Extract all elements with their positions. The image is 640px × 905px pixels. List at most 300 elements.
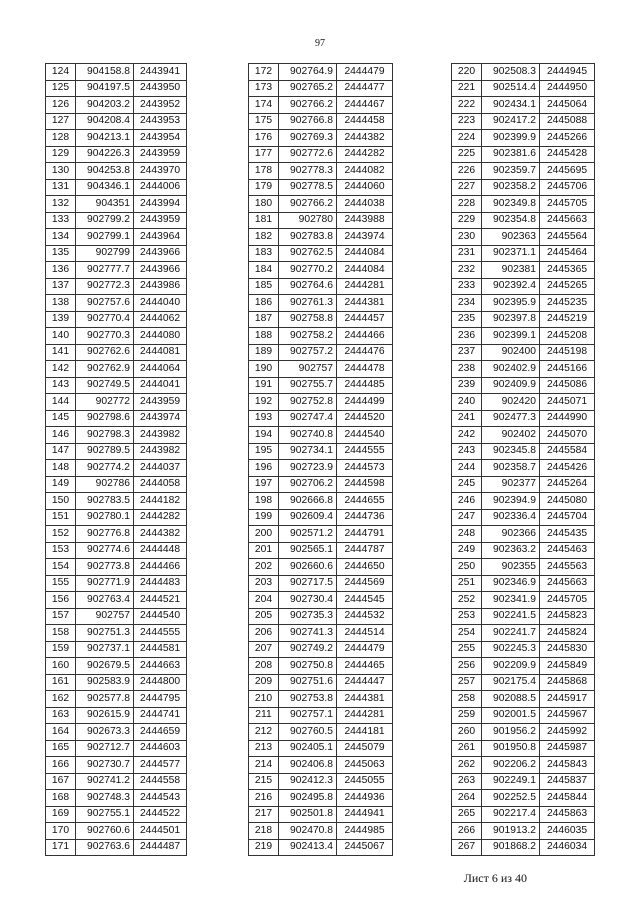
y-coordinate-cell: 2444659 [134, 724, 187, 741]
x-coordinate-cell: 902706.2 [279, 476, 337, 493]
x-coordinate-cell: 902609.4 [279, 509, 337, 526]
y-coordinate-cell: 2445426 [540, 460, 595, 477]
point-number-cell: 250 [452, 559, 482, 576]
table-row [46, 278, 187, 295]
point-number-cell: 263 [452, 773, 482, 790]
table-row [452, 344, 595, 361]
y-coordinate-cell: 2445079 [337, 740, 393, 757]
x-coordinate-cell: 902413.4 [279, 839, 337, 856]
y-coordinate-cell: 2444485 [337, 377, 393, 394]
y-coordinate-cell: 2444006 [134, 179, 187, 196]
point-number-cell: 195 [249, 443, 279, 460]
point-number-cell: 173 [249, 80, 279, 97]
y-coordinate-cell: 2444282 [134, 509, 187, 526]
x-coordinate-cell: 902402 [482, 427, 540, 444]
table-row [249, 410, 393, 427]
y-coordinate-cell: 2445584 [540, 443, 595, 460]
y-coordinate-cell: 2444795 [134, 691, 187, 708]
y-coordinate-cell: 2445235 [540, 295, 595, 312]
point-number-cell: 161 [46, 674, 76, 691]
x-coordinate-cell: 902772 [76, 394, 134, 411]
x-coordinate-cell: 902751.3 [76, 625, 134, 642]
point-number-cell: 248 [452, 526, 482, 543]
point-number-cell: 209 [249, 674, 279, 691]
point-number-cell: 128 [46, 130, 76, 147]
x-coordinate-cell: 902799.2 [76, 212, 134, 229]
x-coordinate-cell: 902773.8 [76, 559, 134, 576]
point-number-cell: 168 [46, 790, 76, 807]
x-coordinate-cell: 902747.4 [279, 410, 337, 427]
point-number-cell: 163 [46, 707, 76, 724]
y-coordinate-cell: 2443964 [134, 229, 187, 246]
x-coordinate-cell: 901950.8 [482, 740, 540, 757]
y-coordinate-cell: 2444540 [134, 608, 187, 625]
table-row [452, 773, 595, 790]
table-row [452, 592, 595, 609]
point-number-cell: 162 [46, 691, 76, 708]
x-coordinate-cell: 902717.5 [279, 575, 337, 592]
y-coordinate-cell: 2444598 [337, 476, 393, 493]
x-coordinate-cell: 902760.6 [76, 823, 134, 840]
point-number-cell: 186 [249, 295, 279, 312]
table-row [452, 493, 595, 510]
point-number-cell: 126 [46, 97, 76, 114]
point-number-cell: 150 [46, 493, 76, 510]
y-coordinate-cell: 2444520 [337, 410, 393, 427]
table-row [46, 625, 187, 642]
point-number-cell: 171 [46, 839, 76, 856]
point-number-cell: 206 [249, 625, 279, 642]
x-coordinate-cell: 902354.8 [482, 212, 540, 229]
table-row [249, 707, 393, 724]
x-coordinate-cell: 902741.3 [279, 625, 337, 642]
y-coordinate-cell: 2444448 [134, 542, 187, 559]
point-number-cell: 265 [452, 806, 482, 823]
y-coordinate-cell: 2445844 [540, 790, 595, 807]
x-coordinate-cell: 902679.5 [76, 658, 134, 675]
point-number-cell: 193 [249, 410, 279, 427]
table-row [46, 823, 187, 840]
point-number-cell: 134 [46, 229, 76, 246]
table-row [452, 130, 595, 147]
x-coordinate-cell: 902723.9 [279, 460, 337, 477]
table-row [249, 526, 393, 543]
table-row [249, 361, 393, 378]
y-coordinate-cell: 2445055 [337, 773, 393, 790]
x-coordinate-cell: 902206.2 [482, 757, 540, 774]
y-coordinate-cell: 2445063 [337, 757, 393, 774]
table-row [452, 278, 595, 295]
table-row [452, 641, 595, 658]
point-number-cell: 205 [249, 608, 279, 625]
y-coordinate-cell: 2444479 [337, 641, 393, 658]
table-row [249, 493, 393, 510]
x-coordinate-cell: 902755.7 [279, 377, 337, 394]
table-row [249, 608, 393, 625]
x-coordinate-cell: 902377 [482, 476, 540, 493]
table-row [249, 229, 393, 246]
point-number-cell: 204 [249, 592, 279, 609]
x-coordinate-cell: 902765.2 [279, 80, 337, 97]
y-coordinate-cell: 2444181 [337, 724, 393, 741]
table-row [452, 179, 595, 196]
point-number-cell: 217 [249, 806, 279, 823]
y-coordinate-cell: 2444282 [337, 146, 393, 163]
point-number-cell: 178 [249, 163, 279, 180]
table-row [249, 460, 393, 477]
x-coordinate-cell: 902799.1 [76, 229, 134, 246]
point-number-cell: 194 [249, 427, 279, 444]
point-number-cell: 240 [452, 394, 482, 411]
x-coordinate-cell: 902397.8 [482, 311, 540, 328]
point-number-cell: 140 [46, 328, 76, 345]
x-coordinate-cell: 902766.8 [279, 113, 337, 130]
x-coordinate-cell: 902583.9 [76, 674, 134, 691]
point-number-cell: 214 [249, 757, 279, 774]
x-coordinate-cell: 902771.9 [76, 575, 134, 592]
y-coordinate-cell: 2444084 [337, 262, 393, 279]
y-coordinate-cell: 2444945 [540, 64, 595, 81]
point-number-cell: 166 [46, 757, 76, 774]
point-number-cell: 177 [249, 146, 279, 163]
y-coordinate-cell: 2444663 [134, 658, 187, 675]
x-coordinate-cell: 902758.2 [279, 328, 337, 345]
x-coordinate-cell: 902786 [76, 476, 134, 493]
y-coordinate-cell: 2446034 [540, 839, 595, 856]
x-coordinate-cell: 902088.5 [482, 691, 540, 708]
table-row [452, 790, 595, 807]
table-row [452, 806, 595, 823]
table-row [46, 179, 187, 196]
x-coordinate-cell: 902764.6 [279, 278, 337, 295]
table-row [452, 262, 595, 279]
table-row [46, 773, 187, 790]
y-coordinate-cell: 2444573 [337, 460, 393, 477]
point-number-cell: 201 [249, 542, 279, 559]
x-coordinate-cell: 902358.2 [482, 179, 540, 196]
point-number-cell: 259 [452, 707, 482, 724]
x-coordinate-cell: 904346.1 [76, 179, 134, 196]
y-coordinate-cell: 2444655 [337, 493, 393, 510]
point-number-cell: 146 [46, 427, 76, 444]
x-coordinate-cell: 902730.7 [76, 757, 134, 774]
point-number-cell: 242 [452, 427, 482, 444]
table-row [249, 163, 393, 180]
x-coordinate-cell: 904197.5 [76, 80, 134, 97]
point-number-cell: 223 [452, 113, 482, 130]
y-coordinate-cell: 2444064 [134, 361, 187, 378]
table-row [452, 163, 595, 180]
x-coordinate-cell: 904208.4 [76, 113, 134, 130]
x-coordinate-cell: 902783.5 [76, 493, 134, 510]
point-number-cell: 225 [452, 146, 482, 163]
y-coordinate-cell: 2445868 [540, 674, 595, 691]
table-row [46, 724, 187, 741]
table-row [452, 97, 595, 114]
table-row [452, 608, 595, 625]
sheet-footer: Лист 6 из 40 [463, 871, 527, 885]
x-coordinate-cell: 902777.7 [76, 262, 134, 279]
point-number-cell: 238 [452, 361, 482, 378]
y-coordinate-cell: 2444800 [134, 674, 187, 691]
y-coordinate-cell: 2444457 [337, 311, 393, 328]
x-coordinate-cell: 902778.3 [279, 163, 337, 180]
x-coordinate-cell: 902395.9 [482, 295, 540, 312]
y-coordinate-cell: 2444080 [134, 328, 187, 345]
point-number-cell: 267 [452, 839, 482, 856]
x-coordinate-cell: 902341.9 [482, 592, 540, 609]
point-number-cell: 176 [249, 130, 279, 147]
x-coordinate-cell: 902217.4 [482, 806, 540, 823]
y-coordinate-cell: 2444476 [337, 344, 393, 361]
coordinate-table-1 [45, 63, 187, 856]
point-number-cell: 137 [46, 278, 76, 295]
point-number-cell: 196 [249, 460, 279, 477]
table-row [249, 790, 393, 807]
y-coordinate-cell: 2444382 [134, 526, 187, 543]
point-number-cell: 183 [249, 245, 279, 262]
y-coordinate-cell: 2444990 [540, 410, 595, 427]
x-coordinate-cell: 902209.9 [482, 658, 540, 675]
y-coordinate-cell: 2443953 [134, 113, 187, 130]
table-row [46, 443, 187, 460]
table-row [452, 839, 595, 856]
y-coordinate-cell: 2445564 [540, 229, 595, 246]
table-row [46, 757, 187, 774]
y-coordinate-cell: 2444499 [337, 394, 393, 411]
y-coordinate-cell: 2445265 [540, 278, 595, 295]
table-row [249, 773, 393, 790]
point-number-cell: 228 [452, 196, 482, 213]
y-coordinate-cell: 2445987 [540, 740, 595, 757]
x-coordinate-cell: 902774.6 [76, 542, 134, 559]
x-coordinate-cell: 902780 [279, 212, 337, 229]
point-number-cell: 237 [452, 344, 482, 361]
point-number-cell: 127 [46, 113, 76, 130]
x-coordinate-cell: 902757.2 [279, 344, 337, 361]
x-coordinate-cell: 902412.3 [279, 773, 337, 790]
y-coordinate-cell: 2444569 [337, 575, 393, 592]
table-row [46, 460, 187, 477]
point-number-cell: 229 [452, 212, 482, 229]
point-number-cell: 175 [249, 113, 279, 130]
y-coordinate-cell: 2444532 [337, 608, 393, 625]
table-row [46, 410, 187, 427]
y-coordinate-cell: 2444650 [337, 559, 393, 576]
table-row [249, 443, 393, 460]
x-coordinate-cell: 902402.9 [482, 361, 540, 378]
y-coordinate-cell: 2445435 [540, 526, 595, 543]
point-number-cell: 222 [452, 97, 482, 114]
y-coordinate-cell: 2443982 [134, 443, 187, 460]
x-coordinate-cell: 902406.8 [279, 757, 337, 774]
y-coordinate-cell: 2443982 [134, 427, 187, 444]
y-coordinate-cell: 2444985 [337, 823, 393, 840]
y-coordinate-cell: 2444084 [337, 245, 393, 262]
x-coordinate-cell: 902358.7 [482, 460, 540, 477]
point-number-cell: 130 [46, 163, 76, 180]
table-row [249, 592, 393, 609]
x-coordinate-cell: 902514.4 [482, 80, 540, 97]
y-coordinate-cell: 2445080 [540, 493, 595, 510]
table-row [249, 674, 393, 691]
table-row [452, 509, 595, 526]
table-row [46, 130, 187, 147]
point-number-cell: 159 [46, 641, 76, 658]
point-number-cell: 144 [46, 394, 76, 411]
y-coordinate-cell: 2445071 [540, 394, 595, 411]
point-number-cell: 256 [452, 658, 482, 675]
point-number-cell: 208 [249, 658, 279, 675]
x-coordinate-cell: 902434.1 [482, 97, 540, 114]
point-number-cell: 226 [452, 163, 482, 180]
point-number-cell: 215 [249, 773, 279, 790]
table-row [249, 130, 393, 147]
x-coordinate-cell: 902399.9 [482, 130, 540, 147]
table-row [249, 113, 393, 130]
table-row [249, 559, 393, 576]
point-number-cell: 230 [452, 229, 482, 246]
x-coordinate-cell: 902740.8 [279, 427, 337, 444]
y-coordinate-cell: 2444487 [134, 839, 187, 856]
x-coordinate-cell: 902660.6 [279, 559, 337, 576]
point-number-cell: 136 [46, 262, 76, 279]
table-row [249, 823, 393, 840]
x-coordinate-cell: 902712.7 [76, 740, 134, 757]
table-row [46, 394, 187, 411]
point-number-cell: 190 [249, 361, 279, 378]
y-coordinate-cell: 2445365 [540, 262, 595, 279]
table-row [46, 493, 187, 510]
table-row [249, 146, 393, 163]
table-row [46, 113, 187, 130]
y-coordinate-cell: 2444478 [337, 361, 393, 378]
point-number-cell: 251 [452, 575, 482, 592]
x-coordinate-cell: 902734.1 [279, 443, 337, 460]
table-row [452, 658, 595, 675]
table-row [249, 476, 393, 493]
coordinate-table-3 [451, 63, 595, 856]
x-coordinate-cell: 904158.8 [76, 64, 134, 81]
table-row [46, 80, 187, 97]
y-coordinate-cell: 2443959 [134, 394, 187, 411]
x-coordinate-cell: 902565.1 [279, 542, 337, 559]
x-coordinate-cell: 902366 [482, 526, 540, 543]
y-coordinate-cell: 2443941 [134, 64, 187, 81]
table-row [249, 328, 393, 345]
x-coordinate-cell: 902766.2 [279, 196, 337, 213]
y-coordinate-cell: 2445992 [540, 724, 595, 741]
page-number: 97 [315, 38, 325, 49]
point-number-cell: 151 [46, 509, 76, 526]
table-row [46, 427, 187, 444]
y-coordinate-cell: 2444514 [337, 625, 393, 642]
table-row [249, 262, 393, 279]
table-row [452, 328, 595, 345]
x-coordinate-cell: 902345.8 [482, 443, 540, 460]
x-coordinate-cell: 904213.1 [76, 130, 134, 147]
x-coordinate-cell: 902763.6 [76, 839, 134, 856]
y-coordinate-cell: 2444741 [134, 707, 187, 724]
x-coordinate-cell: 902577.8 [76, 691, 134, 708]
table-row [46, 641, 187, 658]
table-row [249, 394, 393, 411]
table-row [46, 262, 187, 279]
point-number-cell: 218 [249, 823, 279, 840]
y-coordinate-cell: 2443974 [337, 229, 393, 246]
point-number-cell: 129 [46, 146, 76, 163]
point-number-cell: 135 [46, 245, 76, 262]
x-coordinate-cell: 902359.7 [482, 163, 540, 180]
y-coordinate-cell: 2445705 [540, 196, 595, 213]
point-number-cell: 247 [452, 509, 482, 526]
table-row [46, 196, 187, 213]
x-coordinate-cell: 902757.6 [76, 295, 134, 312]
x-coordinate-cell: 902349.8 [482, 196, 540, 213]
x-coordinate-cell: 902761.3 [279, 295, 337, 312]
y-coordinate-cell: 2443966 [134, 245, 187, 262]
point-number-cell: 164 [46, 724, 76, 741]
x-coordinate-cell: 902409.9 [482, 377, 540, 394]
table-row [46, 146, 187, 163]
table-row [452, 64, 595, 81]
y-coordinate-cell: 2445837 [540, 773, 595, 790]
y-coordinate-cell: 2444950 [540, 80, 595, 97]
point-number-cell: 179 [249, 179, 279, 196]
y-coordinate-cell: 2444603 [134, 740, 187, 757]
x-coordinate-cell: 902780.1 [76, 509, 134, 526]
y-coordinate-cell: 2444555 [337, 443, 393, 460]
x-coordinate-cell: 902420 [482, 394, 540, 411]
point-number-cell: 257 [452, 674, 482, 691]
y-coordinate-cell: 2443966 [134, 262, 187, 279]
y-coordinate-cell: 2444381 [337, 691, 393, 708]
x-coordinate-cell: 902346.9 [482, 575, 540, 592]
point-number-cell: 207 [249, 641, 279, 658]
x-coordinate-cell: 902175.4 [482, 674, 540, 691]
y-coordinate-cell: 2443950 [134, 80, 187, 97]
point-number-cell: 139 [46, 311, 76, 328]
x-coordinate-cell: 902774.2 [76, 460, 134, 477]
table-row [452, 823, 595, 840]
y-coordinate-cell: 2444447 [337, 674, 393, 691]
y-coordinate-cell: 2444466 [337, 328, 393, 345]
table-row [452, 80, 595, 97]
x-coordinate-cell: 902762.9 [76, 361, 134, 378]
point-number-cell: 185 [249, 278, 279, 295]
point-number-cell: 231 [452, 245, 482, 262]
y-coordinate-cell: 2444483 [134, 575, 187, 592]
x-coordinate-cell: 902758.8 [279, 311, 337, 328]
x-coordinate-cell: 902336.4 [482, 509, 540, 526]
point-number-cell: 258 [452, 691, 482, 708]
y-coordinate-cell: 2445166 [540, 361, 595, 378]
point-number-cell: 156 [46, 592, 76, 609]
y-coordinate-cell: 2445849 [540, 658, 595, 675]
table-row [452, 542, 595, 559]
table-row [452, 757, 595, 774]
table-row [452, 740, 595, 757]
x-coordinate-cell: 902749.2 [279, 641, 337, 658]
point-number-cell: 199 [249, 509, 279, 526]
point-number-cell: 191 [249, 377, 279, 394]
y-coordinate-cell: 2443994 [134, 196, 187, 213]
table-row [249, 509, 393, 526]
y-coordinate-cell: 2445464 [540, 245, 595, 262]
table-row [46, 575, 187, 592]
point-number-cell: 180 [249, 196, 279, 213]
x-coordinate-cell: 902405.1 [279, 740, 337, 757]
